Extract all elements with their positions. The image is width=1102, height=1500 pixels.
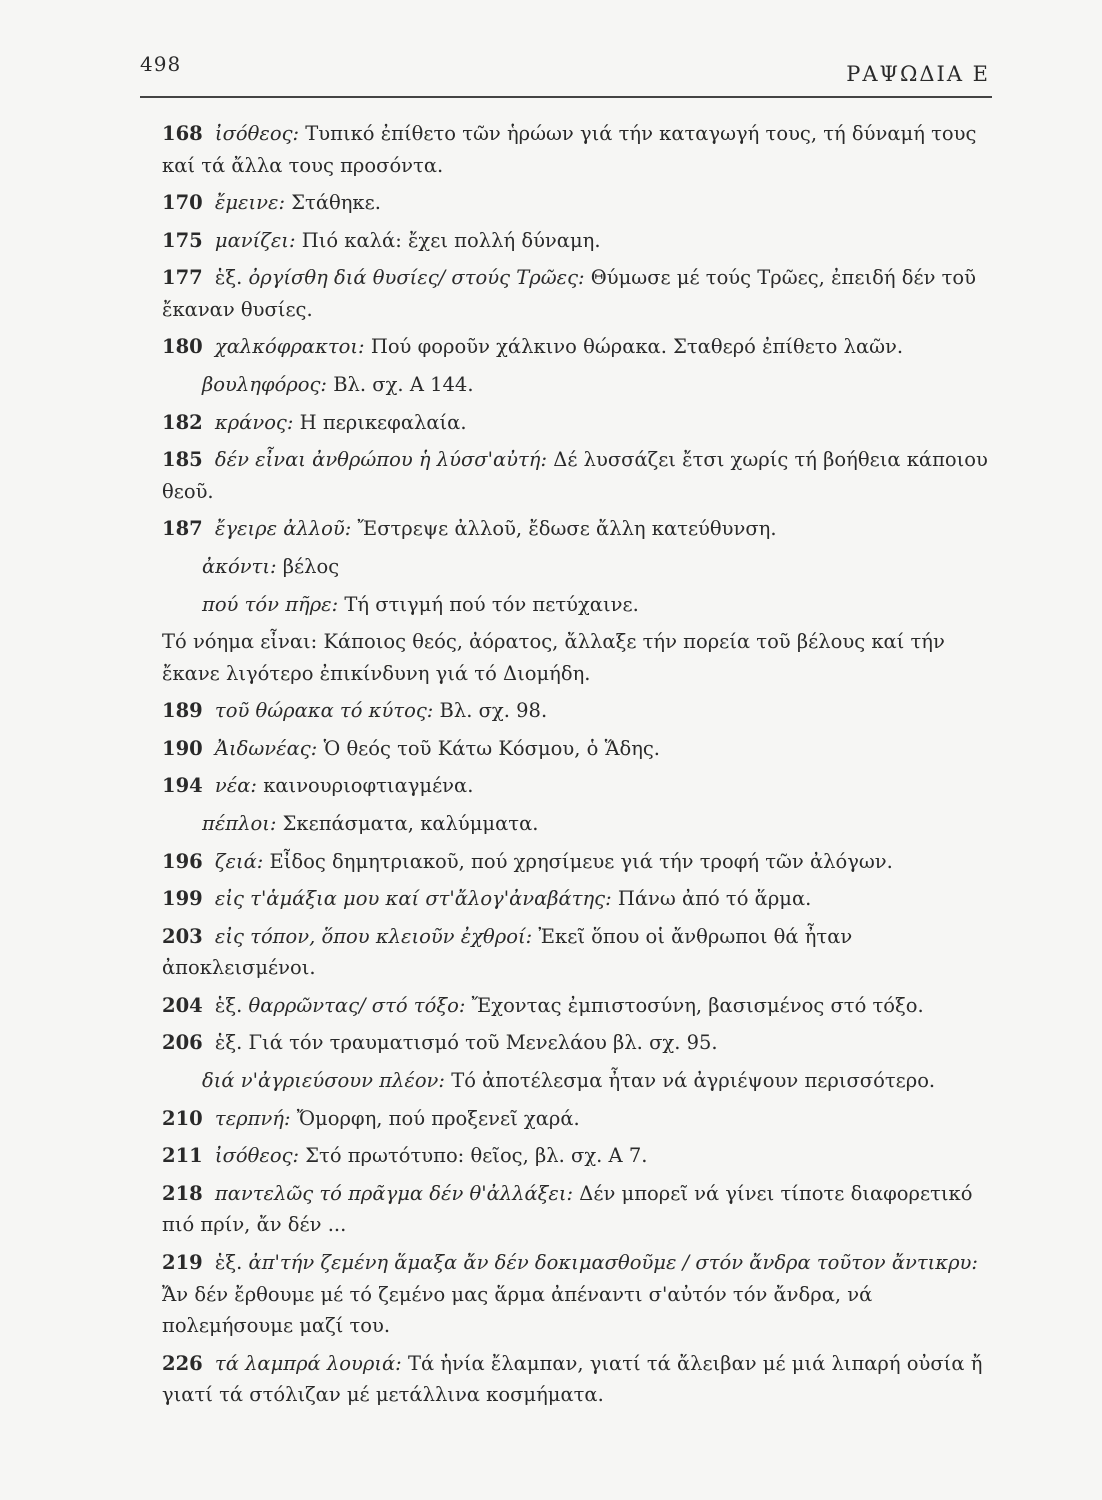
lemma-text: πού τόν πῆρε: bbox=[202, 592, 339, 616]
lemma-text: ἀκόντι: bbox=[202, 554, 277, 578]
commentary-note bbox=[140, 883, 992, 915]
commentary-note bbox=[140, 551, 992, 583]
gloss-text: Πού φοροῦν χάλκινο θώρακα. Σταθερό ἐπίθετο λαῶν. bbox=[370, 335, 904, 359]
gloss-text: Δέ λυσσάζει ἔτσι χωρίς τή βοήθεια κάποιου θεοῦ. bbox=[162, 448, 988, 503]
commentary-note bbox=[140, 118, 992, 181]
lemma-text: βουληφόρος: bbox=[202, 373, 327, 397]
lemma-text: τά λαμπρά λουριά: bbox=[214, 1351, 402, 1375]
line-number: 211 bbox=[162, 1144, 203, 1168]
line-number: 210 bbox=[162, 1106, 203, 1130]
gloss-text: Ὁ θεός τοῦ Κάτω Κόσμου, ὁ Ἅδης. bbox=[323, 736, 660, 760]
commentary-note bbox=[140, 846, 992, 878]
gloss-text: Τυπικό ἐπίθετο τῶν ἡρώων γιά τήν καταγωγή τους, τή δύναμή τους καί τά ἄλλα τους προσόντα. bbox=[162, 122, 977, 177]
gloss-text: Στό πρωτότυπο: θεῖος, βλ. σχ. Α 7. bbox=[305, 1144, 648, 1168]
lemma-text: διά ν'ἀγριεύσουν πλέον: bbox=[202, 1069, 445, 1093]
line-number: 204 bbox=[162, 993, 203, 1017]
line-number: 206 bbox=[162, 1031, 203, 1055]
commentary-note bbox=[140, 1065, 992, 1097]
gloss-text: Ἐκεῖ ὅπου οἱ ἄνθρωποι θά ἦταν ἀποκλεισμένοι. bbox=[162, 924, 853, 980]
gloss-text: Ἔχοντας ἐμπιστοσύνη, βασισμένος στό τόξο. bbox=[471, 993, 924, 1017]
lemma-text: πέπλοι: bbox=[202, 811, 277, 835]
commentary-note bbox=[140, 695, 992, 727]
commentary-note bbox=[140, 225, 992, 257]
lemma-text: θαρρῶντας/ στό τόξο: bbox=[248, 993, 466, 1017]
lemma-text: ἔμεινε: bbox=[214, 191, 286, 215]
lemma-text: κράνος: bbox=[214, 410, 294, 434]
commentary-note bbox=[140, 1103, 992, 1135]
commentary-note bbox=[140, 1027, 992, 1059]
lemma-text: ἰσόθεος: bbox=[214, 1144, 300, 1168]
range-marker: ἑξ. bbox=[214, 1031, 243, 1055]
line-number: 194 bbox=[162, 774, 203, 798]
commentary-note bbox=[140, 589, 992, 621]
gloss-text: Γιά τόν τραυματισμό τοῦ Μενελάου βλ. σχ. 95. bbox=[248, 1031, 718, 1055]
line-number: 180 bbox=[162, 335, 203, 359]
gloss-text: Πάνω ἀπό τό ἅρμα. bbox=[617, 887, 812, 911]
gloss-text: Ὄμορφη, πού προξενεῖ χαρά. bbox=[296, 1106, 580, 1130]
line-number: 168 bbox=[162, 122, 203, 145]
commentary-notes bbox=[140, 118, 992, 1417]
line-number: 199 bbox=[162, 887, 203, 911]
lemma-text: ὀργίσθη διά θυσίες/ στούς Τρῶες: bbox=[248, 266, 585, 290]
range-marker: ἑξ. bbox=[214, 993, 243, 1017]
line-number: 219 bbox=[162, 1250, 203, 1274]
lemma-text: εἰς τόπον, ὅπου κλειοῦν ἐχθροί: bbox=[214, 924, 533, 948]
gloss-text: Βλ. σχ. 98. bbox=[439, 699, 548, 723]
gloss-text: Τά ἡνία ἔλαμπαν, γιατί τά ἄλειβαν μέ μιά λιπαρή οὐσία ἤ γιατί τά στόλιζαν μέ μετάλλινα κοσμήματα. bbox=[162, 1351, 983, 1407]
running-title: ΡΑΨΩΔΙΑ Ε bbox=[846, 62, 990, 86]
range-marker: ἑξ. bbox=[214, 266, 243, 290]
commentary-note bbox=[140, 444, 992, 507]
gloss-text: Εἶδος δημητριακοῦ, πού χρησίμευε γιά τήν τροφή τῶν ἀλόγων. bbox=[269, 849, 893, 873]
lemma-text: ἀπ'τήν ζεμένη ἅμαξα ἄν δέν δοκιμασθοῦμε / στόν ἄνδρα τοῦτον ἄντικρυ: bbox=[248, 1250, 978, 1274]
line-number: 189 bbox=[162, 699, 203, 723]
lemma-text: δέν εἶναι ἀνθρώπου ἡ λύσσ'αὐτή: bbox=[214, 448, 548, 472]
gloss-text: Ἔστρεψε ἀλλοῦ, ἔδωσε ἄλλη κατεύθυνση. bbox=[357, 517, 777, 541]
lemma-text: νέα: bbox=[214, 774, 257, 798]
line-number: 187 bbox=[162, 517, 203, 541]
lemma-text: τοῦ θώρακα τό κύτος: bbox=[214, 699, 434, 723]
range-marker: ἑξ. bbox=[214, 1250, 243, 1274]
gloss-text: βέλος bbox=[282, 554, 340, 578]
commentary-note bbox=[140, 331, 992, 363]
page-number: 498 bbox=[140, 52, 182, 76]
line-number: 226 bbox=[162, 1351, 203, 1375]
line-number: 218 bbox=[162, 1181, 203, 1205]
gloss-text: Τό ἀποτέλεσμα ἦταν νά ἀγριέψουν περισσότερο. bbox=[451, 1069, 936, 1093]
commentary-note bbox=[140, 369, 992, 401]
lemma-text: ζειά: bbox=[214, 849, 264, 873]
gloss-text: Τή στιγμή πού τόν πετύχαινε. bbox=[344, 592, 639, 616]
commentary-note bbox=[140, 262, 992, 325]
commentary-note bbox=[140, 921, 992, 984]
gloss-text: Σκεπάσματα, καλύμματα. bbox=[282, 811, 539, 835]
line-number: 170 bbox=[162, 191, 203, 215]
gloss-text: Ἄν δέν ἔρθουμε μέ τό ζεμένο μας ἅρμα ἀπέναντι σ'αὐτόν τόν ἄνδρα, νά πολεμήσουμε μαζί του. bbox=[162, 1282, 873, 1338]
gloss-text: Θύμωσε μέ τούς Τρῶες, ἐπειδή δέν τοῦ ἔκαναν θυσίες. bbox=[162, 266, 977, 321]
lemma-text: ἔγειρε ἀλλοῦ: bbox=[214, 517, 352, 541]
commentary-note bbox=[140, 808, 992, 840]
gloss-text: Βλ. σχ. Α 144. bbox=[333, 373, 474, 397]
gloss-text: Στάθηκε. bbox=[291, 191, 381, 215]
commentary-note bbox=[140, 513, 992, 545]
line-number: 182 bbox=[162, 410, 203, 434]
commentary-note bbox=[140, 1178, 992, 1241]
gloss-text: Δέν μπορεῖ νά γίνει τίποτε διαφορετικό πιό πρίν, ἄν δέν ... bbox=[162, 1181, 973, 1237]
commentary-note bbox=[140, 1247, 992, 1342]
line-number: 175 bbox=[162, 228, 203, 252]
commentary-note bbox=[140, 1140, 992, 1172]
line-number: 196 bbox=[162, 849, 203, 873]
commentary-note bbox=[140, 990, 992, 1022]
lemma-text: παντελῶς τό πρᾶγμα δέν θ'ἀλλάξει: bbox=[214, 1181, 574, 1205]
line-number: 190 bbox=[162, 736, 203, 760]
gloss-text: Τό νόημα εἶναι: Κάποιος θεός, ἀόρατος, ἄλλαξε τήν πορεία τοῦ βέλους καί τήν ἔκανε λιγότερο ἐπικίνδυνη γιά τό Διομήδη. bbox=[162, 630, 945, 685]
gloss-text: καινουριοφτιαγμένα. bbox=[263, 774, 474, 798]
lemma-text: χαλκόφρακτοι: bbox=[214, 335, 365, 359]
commentary-note bbox=[140, 407, 992, 439]
lemma-text: τερπνή: bbox=[214, 1106, 291, 1130]
lemma-text: εἰς τ'ἁμάξια μου καί στ'ἄλογ'ἀναβάτης: bbox=[214, 887, 612, 911]
commentary-note bbox=[140, 626, 992, 689]
commentary-note bbox=[140, 187, 992, 219]
page-header bbox=[140, 48, 992, 98]
lemma-text: ἰσόθεος: bbox=[214, 122, 300, 145]
gloss-text: Πιό καλά: ἔχει πολλή δύναμη. bbox=[301, 228, 601, 252]
commentary-note bbox=[140, 770, 992, 802]
lemma-text: μανίζει: bbox=[214, 228, 296, 252]
lemma-text: Ἀιδωνέας: bbox=[214, 736, 318, 760]
line-number: 203 bbox=[162, 924, 203, 948]
line-number: 185 bbox=[162, 448, 203, 472]
gloss-text: Η περικεφαλαία. bbox=[299, 410, 467, 434]
commentary-note bbox=[140, 1348, 992, 1411]
commentary-note bbox=[140, 733, 992, 765]
line-number: 177 bbox=[162, 266, 203, 290]
